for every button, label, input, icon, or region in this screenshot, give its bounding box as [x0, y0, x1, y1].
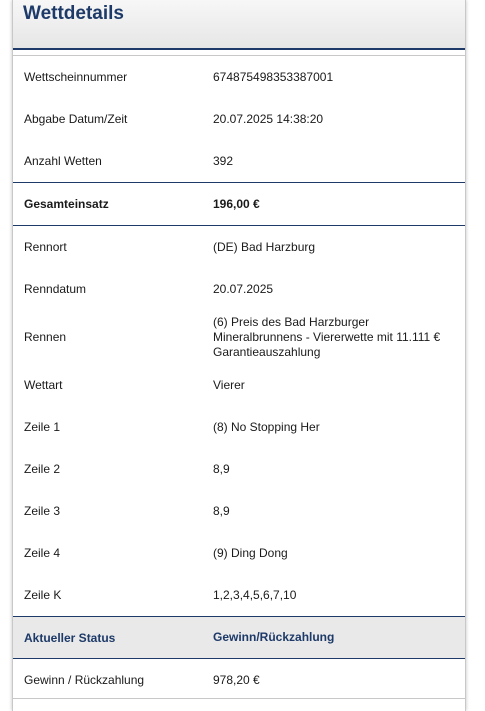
- payout-label: Gewinn / Rückzahlung: [24, 673, 145, 687]
- race-date-value: 20.07.2025: [213, 281, 274, 296]
- race-value: (6) Preis des Bad Harzburger Mineralbrunnens - Viererwette mit 11.111 € Garantieauszahlung: [213, 314, 441, 359]
- line-k-row: [13, 574, 465, 616]
- line-3-value: 8,9: [213, 503, 230, 518]
- submitted-label: Abgabe Datum/Zeit: [24, 112, 128, 126]
- total-stake-row: [13, 182, 465, 225]
- line-2-row: [13, 448, 465, 490]
- total-stake-label: Gesamteinsatz: [24, 197, 109, 211]
- payout-row: [13, 659, 465, 701]
- race-row: [13, 310, 465, 364]
- total-stake-value: 196,00 €: [213, 196, 260, 211]
- race-date-label: Renndatum: [24, 282, 87, 296]
- submitted-row: [13, 98, 465, 140]
- line-2-value: 8,9: [213, 461, 230, 476]
- bet-type-row: [13, 364, 465, 406]
- line-4-row: [13, 532, 465, 574]
- venue-value: (DE) Bad Harzburg: [213, 239, 316, 254]
- line-k-label: Zeile K: [24, 588, 62, 602]
- line-1-row: [13, 406, 465, 448]
- bet-count-label: Anzahl Wetten: [24, 154, 102, 168]
- bet-count-value: 392: [213, 153, 234, 168]
- race-date-row: [13, 268, 465, 310]
- ticket-number-row: [13, 56, 465, 98]
- panel-bottom-divider: [13, 698, 465, 699]
- submitted-value: 20.07.2025 14:38:20: [213, 111, 324, 126]
- status-value: Gewinn/Rückzahlung: [213, 630, 335, 644]
- line-3-label: Zeile 3: [24, 504, 61, 518]
- page-title: Wettdetails: [23, 3, 125, 24]
- status-label: Aktueller Status: [24, 630, 116, 645]
- bet-type-value: Vierer: [213, 377, 245, 392]
- bet-details-panel: [12, 0, 466, 711]
- bet-count-row: [13, 140, 465, 182]
- bet-type-label: Wettart: [24, 378, 63, 392]
- venue-label: Rennort: [24, 240, 67, 254]
- panel-header: [13, 0, 465, 50]
- line-4-value: (9) Ding Dong: [213, 545, 288, 560]
- line-k-value: 1,2,3,4,5,6,7,10: [213, 587, 297, 602]
- line-4-label: Zeile 4: [24, 546, 61, 560]
- status-row: [13, 616, 465, 659]
- line-1-label: Zeile 1: [24, 420, 61, 434]
- race-label: Rennen: [24, 330, 67, 344]
- payout-value: 978,20 €: [213, 672, 260, 687]
- line-3-row: [13, 490, 465, 532]
- line-2-label: Zeile 2: [24, 462, 61, 476]
- ticket-number-label: Wettscheinnummer: [24, 70, 128, 84]
- venue-row: [13, 225, 465, 268]
- line-1-value: (8) No Stopping Her: [213, 419, 320, 434]
- ticket-number-value: 674875498353387001: [213, 69, 334, 84]
